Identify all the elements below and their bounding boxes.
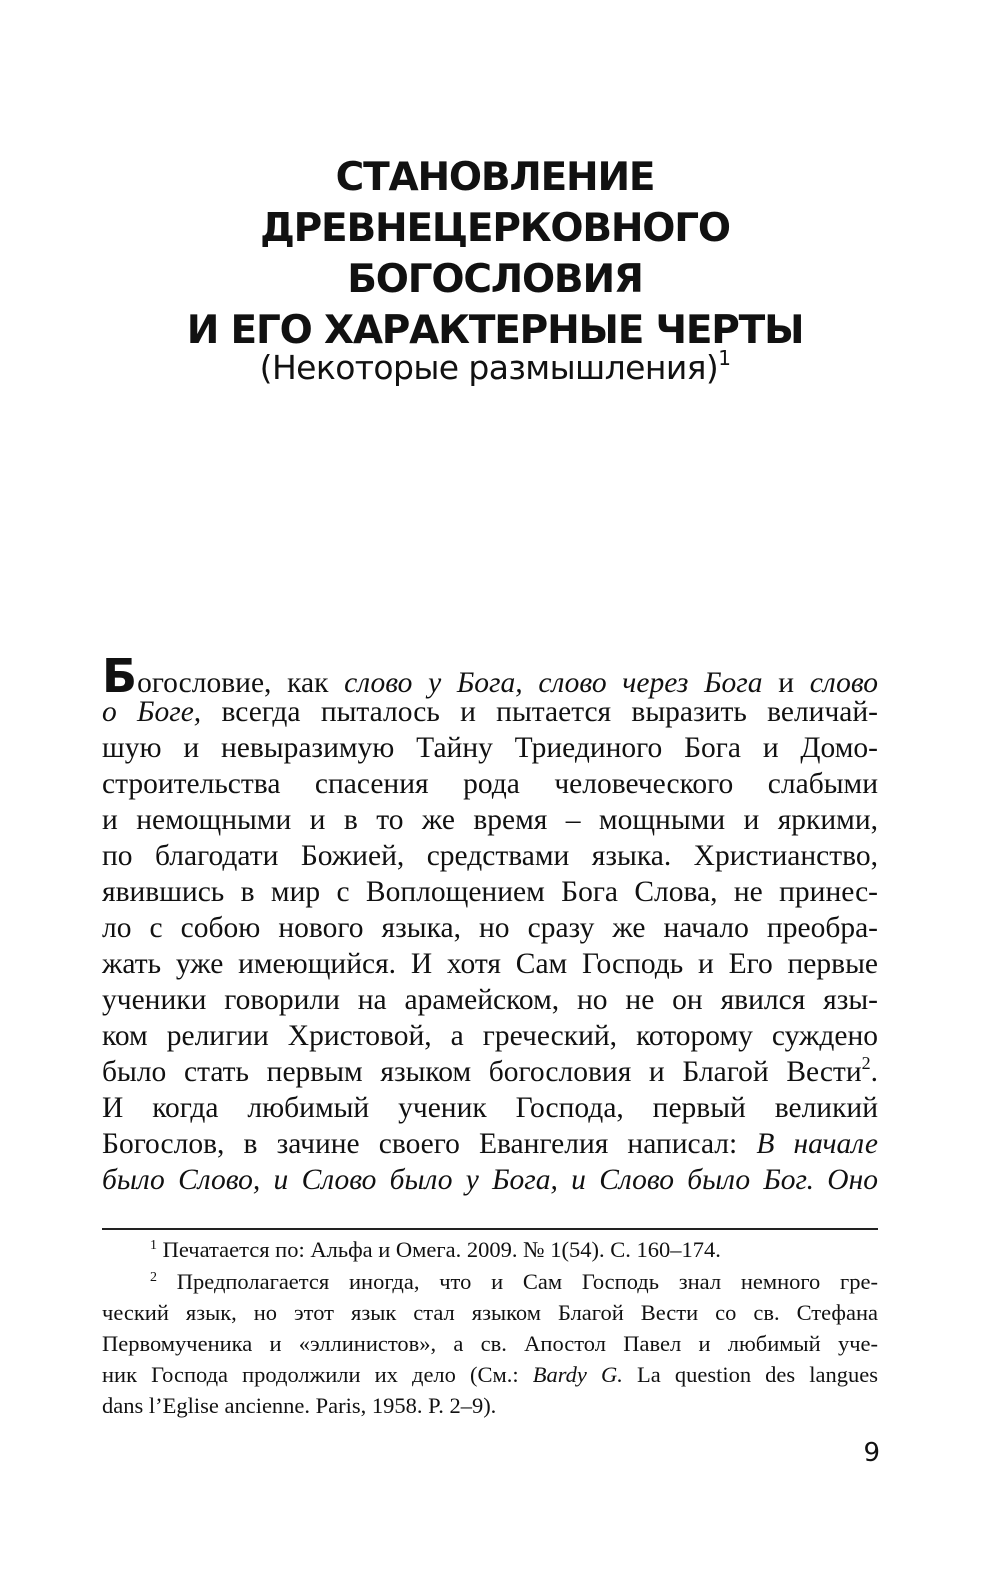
footnote-ref: 1 [718,346,731,370]
footnote-1 [102,1234,878,1265]
footnote-marker: 2 [150,1270,157,1285]
title-line: И ЕГО ХАРАКТЕРНЫЕ ЧЕРТЫ [186,308,804,353]
footnote-line: Первомученика и «эллинистов», а св. Апостол Павел и любимый уче- [102,1331,878,1356]
text-line: ком религии Христовой, а греческий, которому суждено [102,1020,878,1052]
chapter-title [100,152,890,356]
text-run: и [762,667,810,699]
text-run: всегда пыталось и пытается выразить величай- [201,696,878,728]
text-run: было стать первым языком богословия и Благой Вести [102,1056,862,1088]
footnote-line: dans l’Eglise ancienne. Paris, 1958. P. 2–9). [102,1393,497,1418]
title-line: ДРЕВНЕЦЕРКОВНОГО [260,206,730,251]
text-line [102,1126,878,1162]
text-line: И когда любимый ученик Господа, первый великий [102,1092,878,1124]
footnote-line [102,1234,878,1265]
page-number: 9 [863,1438,880,1468]
text-line: по благодати Божией, средствами языка. Христианство, [102,840,878,872]
text-line: ученики говорили на арамейском, но не он явился язы- [102,984,878,1016]
footnote-2 [102,1266,878,1421]
italic-run: слово у Бога, слово через Бога [344,667,763,699]
text-run: . [870,1056,878,1088]
italic-run: В начале [756,1128,878,1160]
text-run: огословие, как [137,667,345,699]
text-line: шую и невыразимую Тайну Триединого Бога и Домо- [102,732,878,764]
text-run: Богослов, в зачине своего Евангелия написал: [102,1128,757,1160]
footnote-marker: 1 [150,1238,157,1253]
text-line [102,694,878,730]
footnote-text: La question des langues [622,1362,879,1387]
text-line [102,1054,878,1090]
footnote-text: ник Господа продолжили их дело (См.: [102,1362,533,1387]
italic-run: слово [809,667,878,699]
title-line: БОГОСЛОВИЯ [347,257,643,302]
chapter-subtitle [100,346,890,390]
footnote-text: Печатается по: Альфа и Омега. 2009. № 1(54). С. 160–174. [162,1237,721,1262]
text-line [102,649,878,703]
footnote-line: ческий язык, но этот язык стал языком Благой Вести со св. Стефана [102,1300,878,1325]
footnote-text: Предполагается иногда, что и Сам Господь знал немного гре- [176,1269,878,1294]
text-line: жать уже имеющийся. И хотя Сам Господь и Его первые [102,948,878,980]
title-line: СТАНОВЛЕНИЕ [335,155,655,200]
body-text [102,649,878,1198]
text-line [102,1162,878,1198]
footnote-line [102,1266,878,1297]
footnote-line [102,1359,878,1390]
text-line: ло с собою нового языка, но сразу же начало преобра- [102,912,878,944]
text-line: явившись в мир с Воплощением Бога Слова, не принес- [102,876,878,908]
drop-cap: Б [102,649,138,703]
text-line: и немощными и в то же время – мощными и яркими, [102,804,878,836]
subtitle-text: (Некоторые размышления) [259,348,719,387]
italic-run: о Боге, [102,696,202,728]
footnote-author: Bardy G. [532,1362,623,1387]
text-line: строительства спасения рода человеческого слабыми [102,768,878,800]
footnote-divider [102,1228,878,1230]
footnote-ref: 2 [861,1053,871,1073]
italic-run: было Слово, и Слово было у Бога, и Слово было Бог. Оно [102,1164,878,1196]
